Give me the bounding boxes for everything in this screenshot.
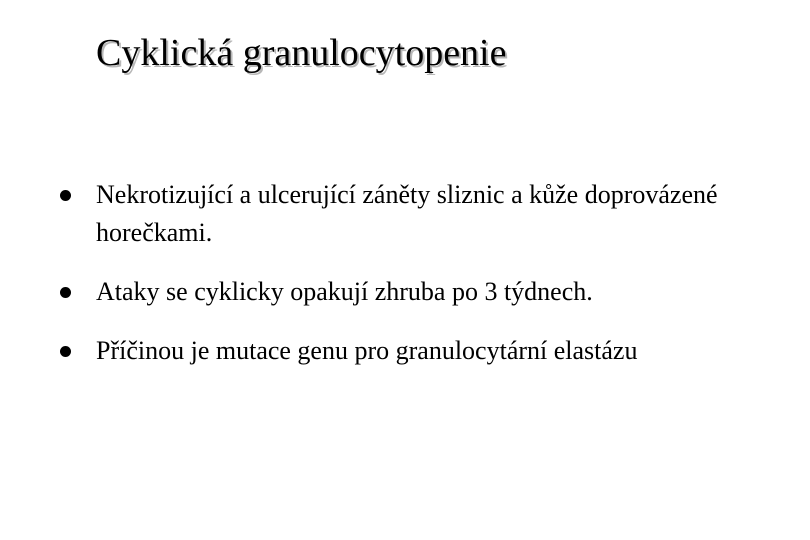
- bullet-text: Nekrotizující a ulcerující záněty sliznic a kůže doprovázené horečkami.: [96, 180, 718, 247]
- bullet-item: [60, 332, 780, 370]
- bullet-list: [60, 176, 780, 391]
- bullet-dot-icon: [60, 346, 71, 357]
- bullet-item: [60, 273, 780, 311]
- bullet-item: [60, 176, 780, 252]
- bullet-text: Ataky se cyklicky opakují zhruba po 3 týdnech.: [96, 277, 593, 306]
- bullet-text: Příčinou je mutace genu pro granulocytární elastázu: [96, 336, 638, 365]
- bullet-dot-icon: [60, 287, 71, 298]
- slide-title: Cyklická granulocytopenie: [96, 32, 507, 74]
- bullet-dot-icon: [60, 190, 71, 201]
